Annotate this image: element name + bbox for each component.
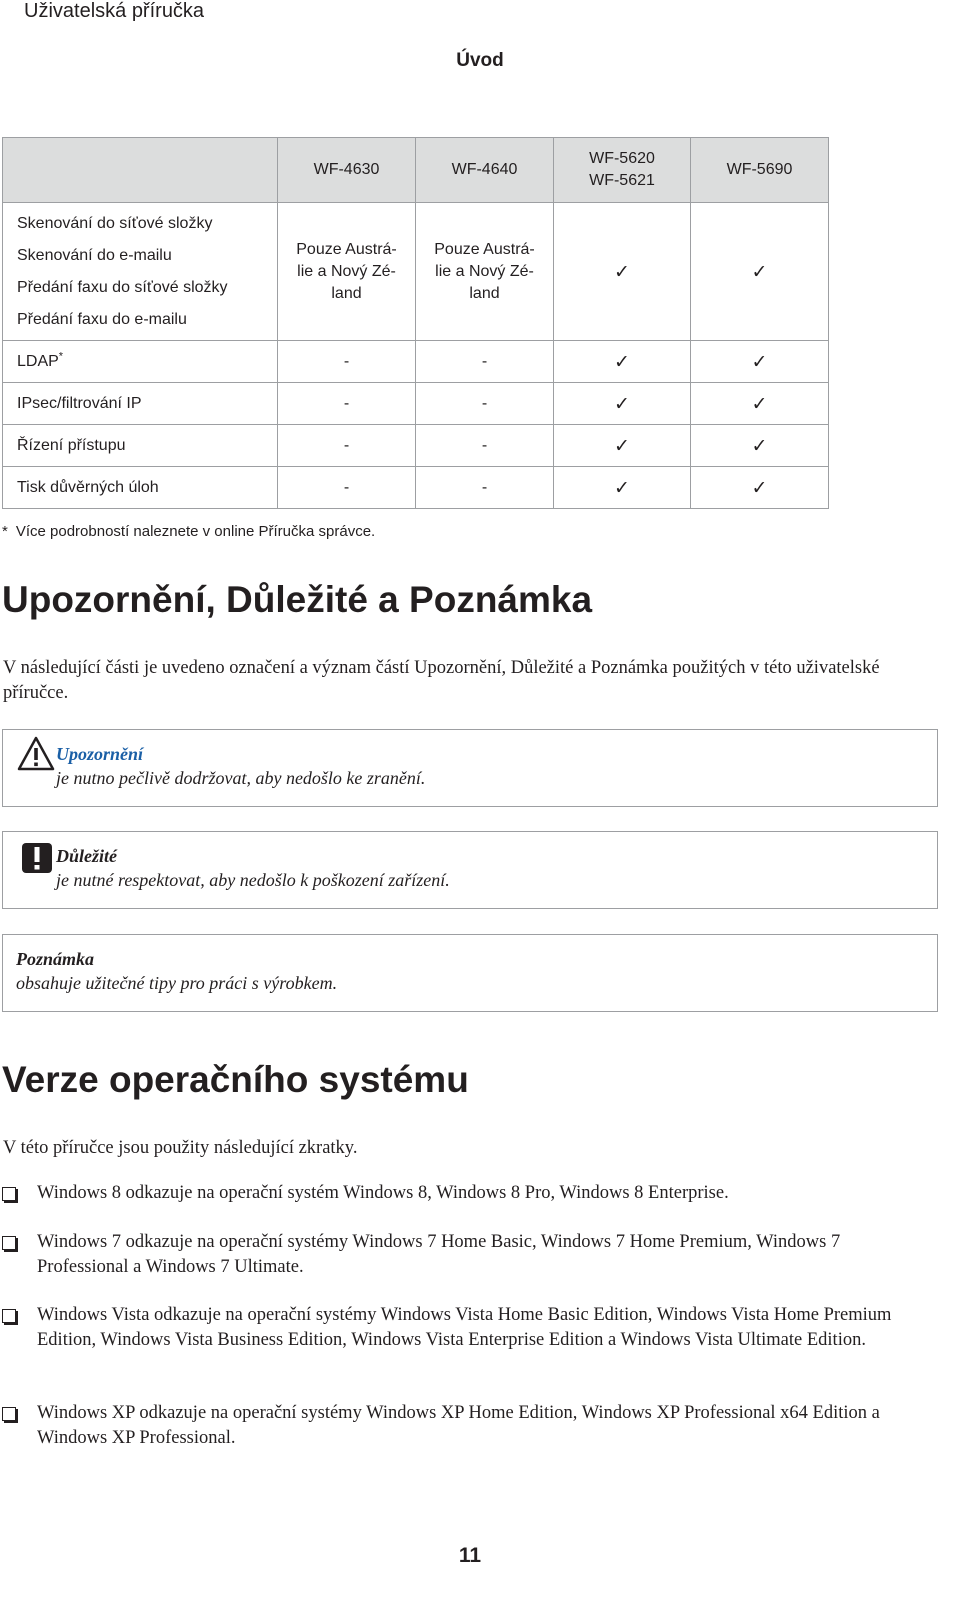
manual-title: Uživatelská příručka — [24, 0, 205, 22]
note-box — [2, 934, 938, 1012]
feature-label: Skenování do e-mailu — [17, 246, 172, 264]
feature-label: Řízení přístupu — [3, 425, 278, 467]
page-number: 11 — [458, 1544, 482, 1567]
value-cell: - — [278, 341, 416, 383]
value-cell: - — [416, 341, 554, 383]
notices-heading: Upozornění, Důležité a Poznámka — [2, 579, 593, 620]
table-row — [3, 203, 829, 341]
check-mark-icon: ✓ — [691, 341, 829, 383]
table-footnote — [2, 523, 375, 540]
chapter-title: Úvod — [456, 50, 504, 71]
footnote-marker: * — [2, 523, 8, 540]
value-cell: - — [278, 383, 416, 425]
check-mark-icon: ✓ — [554, 383, 691, 425]
value-cell: Pouze Austrá- lie a Nový Zé- land — [416, 203, 554, 341]
table-row — [3, 425, 829, 467]
table-row — [3, 467, 829, 509]
value-cell: - — [278, 425, 416, 467]
os-intro: V této příručce jsou použity následující zkratky. — [3, 1138, 358, 1158]
value-cell: - — [278, 467, 416, 509]
value-cell: Pouze Austrá- lie a Nový Zé- land — [278, 203, 416, 341]
checkbox-bullet-icon — [2, 1309, 16, 1323]
column-header: WF-5620 WF-5621 — [554, 138, 691, 203]
warning-text: je nutno pečlivě dodržovat, aby nedošlo ke zranění. — [56, 768, 426, 788]
checkbox-bullet-icon — [2, 1187, 16, 1201]
check-mark-icon: ✓ — [554, 341, 691, 383]
feature-cell — [3, 203, 278, 341]
check-mark-icon: ✓ — [691, 383, 829, 425]
note-title: Poznámka — [16, 949, 95, 969]
table-row — [3, 383, 829, 425]
column-header: WF-4640 — [416, 138, 554, 203]
checkbox-bullet-icon — [2, 1407, 16, 1421]
important-exclamation-icon — [21, 842, 53, 880]
list-item-text: Windows 8 odkazuje na operační systém Windows 8, Windows 8 Pro, Windows 8 Enterprise. — [37, 1183, 729, 1203]
column-header: WF-4630 — [278, 138, 416, 203]
warning-triangle-icon — [17, 736, 55, 778]
feature-label: Tisk důvěrných úloh — [3, 467, 278, 509]
features-table — [2, 137, 829, 509]
feature-label: Předání faxu do síťové složky — [17, 278, 228, 296]
warning-box — [2, 729, 938, 807]
check-mark-icon: ✓ — [691, 203, 829, 341]
feature-label: LDAP — [17, 352, 59, 370]
list-item-text: Windows XP odkazuje na operační systémy Windows XP Home Edition, Windows XP Professional x64 Edition a Windows XP Professional. — [37, 1403, 880, 1448]
feature-label: IPsec/filtrování IP — [3, 383, 278, 425]
footnote-marker: * — [58, 350, 64, 363]
value-cell: - — [416, 425, 554, 467]
check-mark-icon: ✓ — [691, 425, 829, 467]
footnote-text: Více podrobností naleznete v online Příručka správce. — [15, 523, 376, 540]
feature-label: Předání faxu do e-mailu — [17, 310, 187, 328]
important-title: Důležité — [56, 846, 117, 866]
feature-cell — [3, 341, 278, 383]
table-row — [3, 341, 829, 383]
os-heading: Verze operačního systému — [2, 1059, 469, 1100]
list-item-text: Windows 7 odkazuje na operační systémy Windows 7 Home Basic, Windows 7 Home Premium, Windows 7 Professional a Windows 7 Ultimate. — [37, 1232, 841, 1277]
important-text: je nutné respektovat, aby nedošlo k poškození zařízení. — [56, 870, 450, 890]
check-mark-icon: ✓ — [554, 467, 691, 509]
check-mark-icon: ✓ — [691, 467, 829, 509]
notices-intro: V následující části je uvedeno označení a význam částí Upozornění, Důležité a Poznámka použitých v této uživatelské příručce. — [3, 658, 880, 703]
list-item-text: Windows Vista odkazuje na operační systémy Windows Vista Home Basic Edition, Windows Vista Home Premium Edition, Windows Vista Business Edition, Windows Vista Enterprise Edition a Windows Vista Ultimate Edition. — [37, 1305, 892, 1350]
value-cell: - — [416, 383, 554, 425]
checkbox-bullet-icon — [2, 1236, 16, 1250]
value-cell: - — [416, 467, 554, 509]
important-box — [2, 831, 938, 909]
header-empty-cell — [3, 138, 278, 203]
note-text: obsahuje užitečné tipy pro práci s výrobkem. — [16, 973, 338, 993]
check-mark-icon: ✓ — [554, 425, 691, 467]
table-header-row — [3, 138, 829, 203]
feature-label: Skenování do síťové složky — [17, 214, 213, 232]
warning-title: Upozornění — [56, 744, 144, 764]
check-mark-icon: ✓ — [554, 203, 691, 341]
column-header: WF-5690 — [691, 138, 829, 203]
